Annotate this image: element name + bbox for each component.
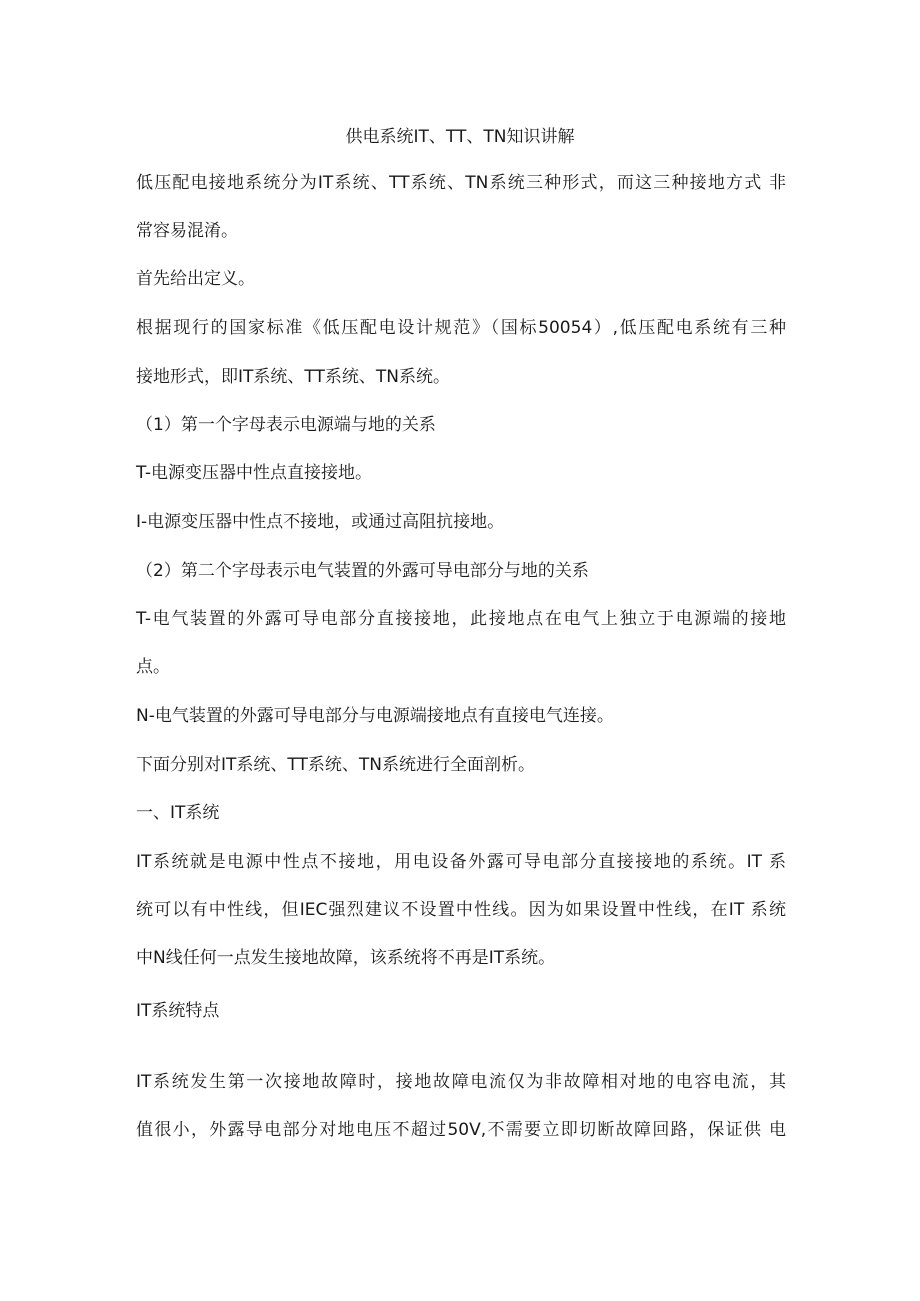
paragraph-line: 低压配电接地系统分为IT系统、TT系统、TN系统三种形式，而这三种接地方式 非: [136, 173, 786, 193]
paragraph-line: T-电气装置的外露可导电部分直接接地，此接地点在电气上独立于电源端的接地: [136, 609, 786, 629]
paragraph-line: （2）第二个字母表示电气装置的外露可导电部分与地的关系: [136, 561, 589, 581]
paragraph-line: 点。: [136, 657, 170, 677]
paragraph-line: 根据现行的国家标准《低压配电设计规范》（国标50054）,低压配电系统有三种: [136, 318, 786, 338]
paragraph-line: I-电源变压器中性点不接地，或通过高阻抗接地。: [136, 512, 505, 532]
subsection-heading: IT系统特点: [136, 1001, 220, 1021]
paragraph-line: 下面分别对IT系统、TT系统、TN系统进行全面剖析。: [136, 755, 535, 775]
paragraph-line: 值很小，外露导电部分对地电压不超过50V,不需要立即切断故障回路，保证供 电: [136, 1120, 786, 1140]
paragraph-line: 统可以有中性线，但IEC强烈建议不设置中性线。因为如果设置中性线，在IT 系统: [136, 900, 786, 920]
paragraph-line: IT系统就是电源中性点不接地，用电设备外露可导电部分直接接地的系统。IT 系: [136, 852, 786, 872]
paragraph-line: N-电气装置的外露可导电部分与电源端接地点有直接电气连接。: [136, 706, 614, 726]
paragraph-line: 常容易混淆。: [136, 221, 238, 241]
paragraph-line: 接地形式，即IT系统、TT系统、TN系统。: [136, 367, 450, 387]
paragraph-line: 首先给出定义。: [136, 269, 255, 289]
document-title: 供电系统IT、TT、TN知识讲解: [345, 127, 575, 147]
paragraph-line: IT系统发生第一次接地故障时，接地故障电流仅为非故障相对地的电容电流，其: [136, 1072, 786, 1092]
section-heading: 一、IT系统: [136, 803, 220, 823]
paragraph-line: （1）第一个字母表示电源端与地的关系: [136, 415, 436, 435]
paragraph-line: T-电源变压器中性点直接接地。: [136, 463, 372, 483]
paragraph-line: 中N线任何一点发生接地故障，该系统将不再是IT系统。: [136, 948, 556, 968]
